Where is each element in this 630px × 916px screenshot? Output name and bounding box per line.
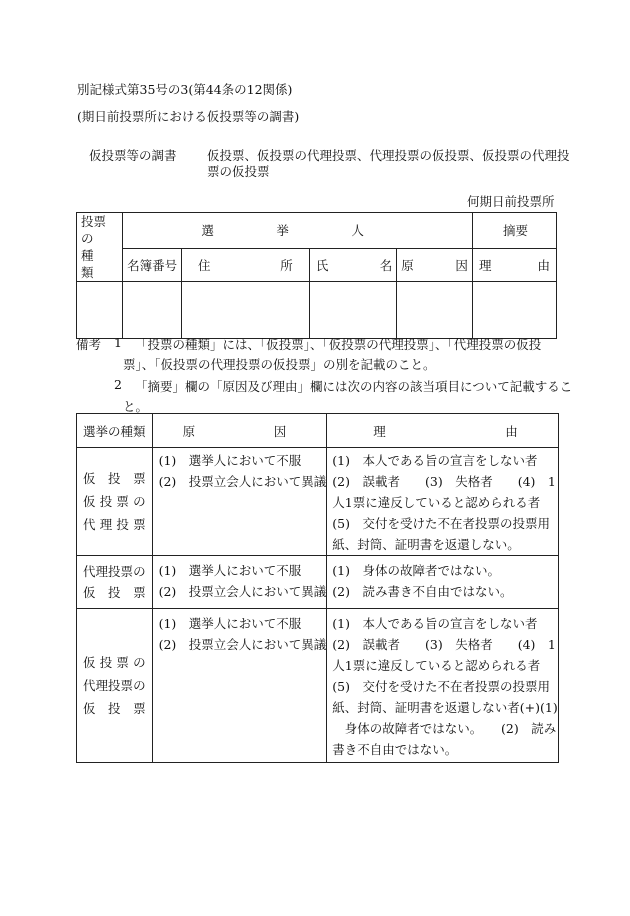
reason-cell: (1) 身体の故障者ではない。 (2) 読み書き不自由ではない。 xyxy=(327,556,558,609)
empty-cell xyxy=(472,282,556,339)
table-row xyxy=(77,282,557,339)
table-row xyxy=(77,448,559,556)
document-subtitle: (期日前投票所における仮投票等の調書) xyxy=(77,109,300,124)
reason-cell: (1) 本人である旨の宣言をしない者 (2) 誤載者 (3) 失格者 (4) 1 人1票に違反していると認められる者 (5) 交付を受けた不在者投票の投票用 紙、封筒、証明書を返還しない。 xyxy=(327,448,558,556)
ballot-type-header: 投票の 種 類 xyxy=(77,213,123,282)
cause-reason-table xyxy=(76,413,559,763)
election-type-cell: 仮 投 票 仮 投 票 の 代 理 投 票 xyxy=(77,448,153,556)
address-header: 住 所 xyxy=(181,248,309,281)
note-1-line1: 「投票の種類」には、「仮投票」、「仮投票の代理投票」、「代理投票の仮投 xyxy=(135,337,542,352)
table-row xyxy=(77,556,559,609)
polling-place: 何期日前投票所 xyxy=(467,194,555,209)
empty-cell xyxy=(123,282,182,339)
elector-header: 選 挙 人 xyxy=(123,213,473,249)
name-header: 氏 名 xyxy=(309,248,396,281)
form-number: 別記様式第35号の3(第44条の12関係) xyxy=(77,82,293,97)
table-row xyxy=(77,609,559,763)
ballot-record-table xyxy=(76,212,557,339)
reason-header: 理 由 xyxy=(472,248,556,281)
election-type-cell: 代 理 投 票 の 仮 投 票 xyxy=(77,556,153,609)
empty-cell xyxy=(397,282,473,339)
election-type-header: 選挙の種類 xyxy=(77,414,153,448)
note-2-line1: 「摘要」欄の「原因及び理由」欄には次の内容の該当項目について記載するこ xyxy=(135,379,573,394)
cause-cell: (1) 選挙人において不服 (2) 投票立会人において異議 xyxy=(152,448,327,556)
cause-header: 原 因 xyxy=(397,248,473,281)
document-description-line1: 仮投票、仮投票の代理投票、代理投票の仮投票、仮投票の代理投 xyxy=(207,148,570,163)
election-type-cell: 仮 投 票 の 代 理 投 票 の 仮 投 票 xyxy=(77,609,153,763)
note-2-number: 2 xyxy=(114,377,122,392)
cause-cell: (1) 選挙人において不服 (2) 投票立会人において異議 xyxy=(152,556,327,609)
registry-number-header: 名簿番号 xyxy=(123,248,182,281)
empty-cell xyxy=(77,282,123,339)
empty-cell xyxy=(309,282,396,339)
summary-header: 摘 要 xyxy=(472,213,556,249)
reason-cell: (1) 本人である旨の宣言をしない者 (2) 誤載者 (3) 失格者 (4) 1 人1票に違反していると認められる者 (5) 交付を受けた不在者投票の投票用 紙、封筒、証明書を返還しない者(+)(1) 身体の故障者ではない。 (2) 読み 書き不自由ではない。 xyxy=(327,609,558,763)
note-2-line2: と。 xyxy=(123,399,149,414)
notes-label: 備考 xyxy=(76,337,102,352)
note-1-line2: 票」、「仮投票の代理投票の仮投票」の別を記載のこと。 xyxy=(123,357,436,372)
empty-cell xyxy=(181,282,309,339)
document-title: 仮投票等の調書 xyxy=(89,148,177,163)
note-1-number: 1 xyxy=(114,335,122,350)
cause-cell: (1) 選挙人において不服 (2) 投票立会人において異議 xyxy=(152,609,327,763)
document-description-line2: 票の仮投票 xyxy=(207,164,270,179)
cause-col-header: 原 因 xyxy=(152,414,327,448)
reason-col-header: 理 由 xyxy=(327,414,558,448)
